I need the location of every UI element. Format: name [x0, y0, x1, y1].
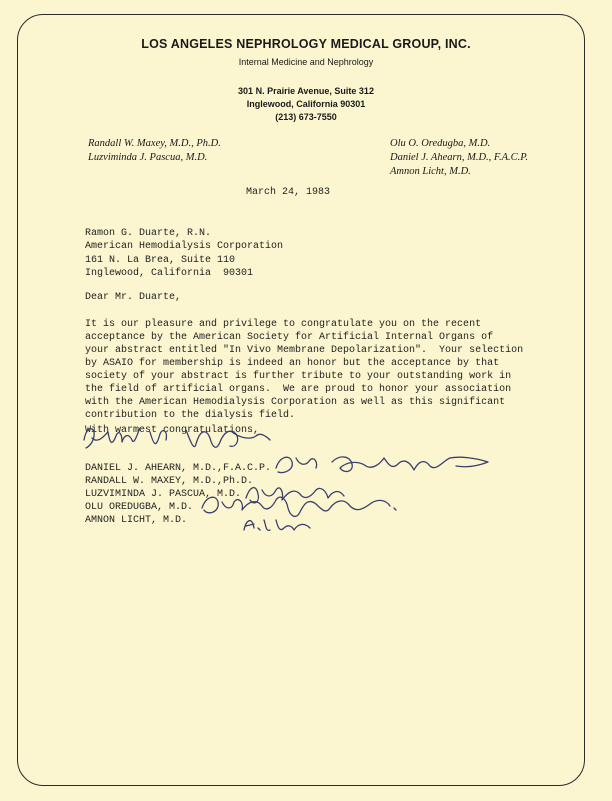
signature-oredugba: [202, 497, 396, 516]
signatory-name: RANDALL W. MAXEY, M.D.,Ph.D.: [85, 476, 254, 487]
doctor-name: Olu O. Oredugba, M.D.: [390, 138, 491, 149]
doctor-name: Daniel J. Ahearn, M.D., F.A.C.P.: [390, 152, 528, 163]
signature-ahearn: [276, 457, 488, 473]
doctor-name: Randall W. Maxey, M.D., Ph.D.: [88, 138, 221, 149]
recipient-line: American Hemodialysis Corporation: [85, 241, 284, 253]
signature-maxey: [84, 428, 270, 448]
org-specialty: Internal Medicine and Nephrology: [238, 57, 374, 67]
signature-licht: [244, 520, 310, 530]
signatory-name: AMNON LICHT, M.D.: [85, 515, 188, 526]
address-line-1: 301 N. Prairie Avenue, Suite 312: [238, 86, 374, 96]
closing: With warmest congratulations,: [85, 425, 260, 436]
body-line: your abstract entitled "In Vivo Membrane Depolarization". Your selection: [85, 345, 524, 356]
body-line: the field of artificial organs. We are proud to honor your association: [85, 384, 512, 395]
recipient-line: 161 N. La Brea, Suite 110: [85, 254, 236, 266]
recipient-line: Ramon G. Duarte, R.N.: [85, 228, 212, 239]
signatory-name: OLU OREDUGBA, M.D.: [85, 502, 194, 513]
doctor-name: Amnon Licht, M.D.: [390, 166, 471, 177]
body-line: contribution to the dialysis field.: [85, 410, 296, 421]
body-line: society of your abstract is further tribute to your outstanding work in: [85, 371, 512, 382]
address-line-2: Inglewood, California 90301: [246, 99, 366, 109]
body-line: acceptance by the American Society for Artificial Internal Organs of: [85, 332, 494, 343]
doctor-name: Luzviminda J. Pascua, M.D.: [88, 152, 208, 163]
body-line: by ASAIO for membership is indeed an honor but the acceptance by that: [85, 358, 500, 369]
body-line: with the American Hemodialysis Corporation as well as this significant: [85, 397, 506, 408]
signatory-name: LUZVIMINDA J. PASCUA, M.D.: [85, 489, 242, 500]
signature-pascua: [246, 488, 344, 503]
salutation: Dear Mr. Duarte,: [85, 292, 182, 303]
body-line: It is our pleasure and privilege to congratulate you on the recent: [85, 319, 482, 330]
letter-date: March 24, 1983: [246, 187, 331, 198]
org-name: LOS ANGELES NEPHROLOGY MEDICAL GROUP, INC.: [141, 37, 471, 51]
recipient-line: Inglewood, California 90301: [85, 268, 254, 280]
org-phone: (213) 673-7550: [275, 112, 337, 122]
signatory-name: DANIEL J. AHEARN, M.D.,F.A.C.P.: [85, 463, 272, 474]
